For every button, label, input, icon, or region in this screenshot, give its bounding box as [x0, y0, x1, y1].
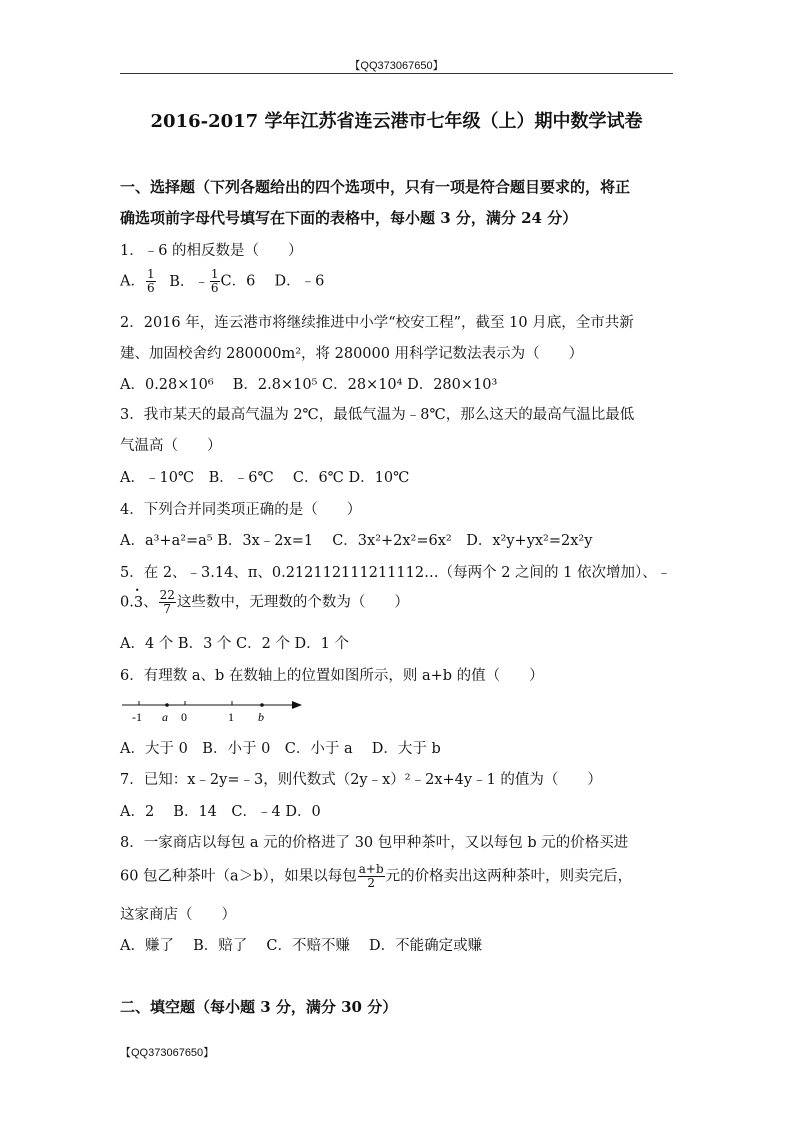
label-b: b: [258, 710, 264, 724]
fraction: [159, 589, 176, 616]
arrow-head: [292, 701, 302, 709]
q2-options: A．0.28×10⁶ B．2.8×10⁵ C．28×10⁴ D．280×10³: [120, 377, 498, 393]
point-a: [165, 703, 169, 707]
q1-options: [120, 268, 324, 295]
q8-options: A．赚了 B．赔了 C．不赔不赚 D．不能确定或赚: [120, 938, 483, 954]
fraction: [210, 268, 220, 295]
q7-options: A．2 B．14 C．﹣4 D．0: [120, 804, 321, 820]
q5-line2: [120, 589, 409, 616]
q1-option-b: B．﹣: [169, 273, 209, 290]
fraction: [146, 268, 156, 295]
repeating-digit: • 3: [134, 595, 143, 611]
numerator: 1: [146, 267, 155, 281]
q1-option-rest: C．6 D．﹣6: [220, 273, 325, 290]
q6-options: A．大于 0 B．小于 0 C．小于 a D．大于 b: [120, 741, 441, 757]
section1-heading-line2: 确选项前字母代号填写在下面的表格中，每小题 3 分，满分 24 分）: [120, 209, 578, 227]
q8-prefix: 60 包乙种茶叶（a＞b），如果以每包: [120, 868, 357, 885]
numerator: a+b: [358, 862, 384, 876]
q1-option-a: A．: [120, 273, 145, 290]
page-header: 【QQ373067650】: [349, 60, 444, 72]
q7-stem: 7．已知：x﹣2y=﹣3，则代数式（2y﹣x）²﹣2x+4y﹣1 的值为（ ）: [120, 772, 602, 788]
q8-line1: 8．一家商店以每包 a 元的价格进了 30 包甲种茶叶，又以每包 b 元的价格买进: [120, 835, 629, 851]
q6-stem: 6．有理数 a、b 在数轴上的位置如图所示，则 a+b 的值（ ）: [120, 668, 544, 684]
label-a: a: [162, 710, 168, 724]
denominator: 6: [210, 281, 219, 295]
label-1: 1: [228, 710, 234, 724]
denominator: 6: [146, 281, 155, 295]
q4-options: A．a³+a²=a⁵ B．3x﹣2x=1 C．3x²+2x²=6x² D．x²y+yx²=2x²y: [120, 533, 593, 549]
label-0: 0: [181, 710, 187, 724]
q1-stem: 1．﹣6 的相反数是（ ）: [120, 243, 303, 259]
page-footer: 【QQ373067650】: [120, 1047, 215, 1059]
fraction: [358, 863, 385, 890]
label-minus1: -1: [132, 710, 142, 724]
q5-line1: 5．在 2、﹣3.14、π、0.212112111211112…（每两个 2 之间的 1 依次增加）、﹣: [120, 565, 672, 581]
q3-line2: 气温高（ ）: [120, 438, 222, 454]
numerator: 1: [210, 267, 219, 281]
q4-stem: 4．下列合并同类项正确的是（ ）: [120, 502, 362, 518]
denominator: 2: [367, 876, 376, 890]
q8-line3: 这家商店（ ）: [120, 907, 236, 923]
q3-line1: 3．我市某天的最高气温为 2℃，最低气温为﹣8℃，那么这天的最高气温比最低: [120, 407, 635, 423]
q3-options: A．﹣10℃ B．﹣6℃ C．6℃ D．10℃: [120, 470, 410, 486]
denominator: 7: [163, 602, 172, 616]
page-title: 2016-2017 学年江苏省连云港市七年级（上）期中数学试卷: [150, 111, 643, 132]
point-b: [260, 703, 264, 707]
section2-heading: 二、填空题（每小题 3 分，满分 30 分）: [120, 998, 398, 1016]
q8-line2: [120, 863, 632, 890]
q5-suffix: 这些数中，无理数的个数为（ ）: [176, 594, 409, 611]
numerator: 22: [159, 588, 175, 602]
q5-options: A．4 个 B．3 个 C．2 个 D．1 个: [120, 636, 350, 652]
header-rule: [120, 73, 673, 74]
q2-line2: 建、加固校舍约 280000m²，将 280000 用科学记数法表示为（ ）: [120, 346, 584, 362]
q5-prefix: 0.: [120, 594, 134, 611]
section1-heading-line1: 一、选择题（下列各题给出的四个选项中，只有一项是符合题目要求的，将正: [120, 178, 631, 196]
separator: 、: [143, 594, 158, 611]
q8-suffix: 元的价格卖出这两种茶叶，则卖完后，: [385, 868, 633, 885]
number-line: [120, 696, 305, 726]
q2-line1: 2．2016 年，连云港市将继续推进中小学“校安工程”，截至 10 月底，全市共新: [120, 315, 634, 331]
